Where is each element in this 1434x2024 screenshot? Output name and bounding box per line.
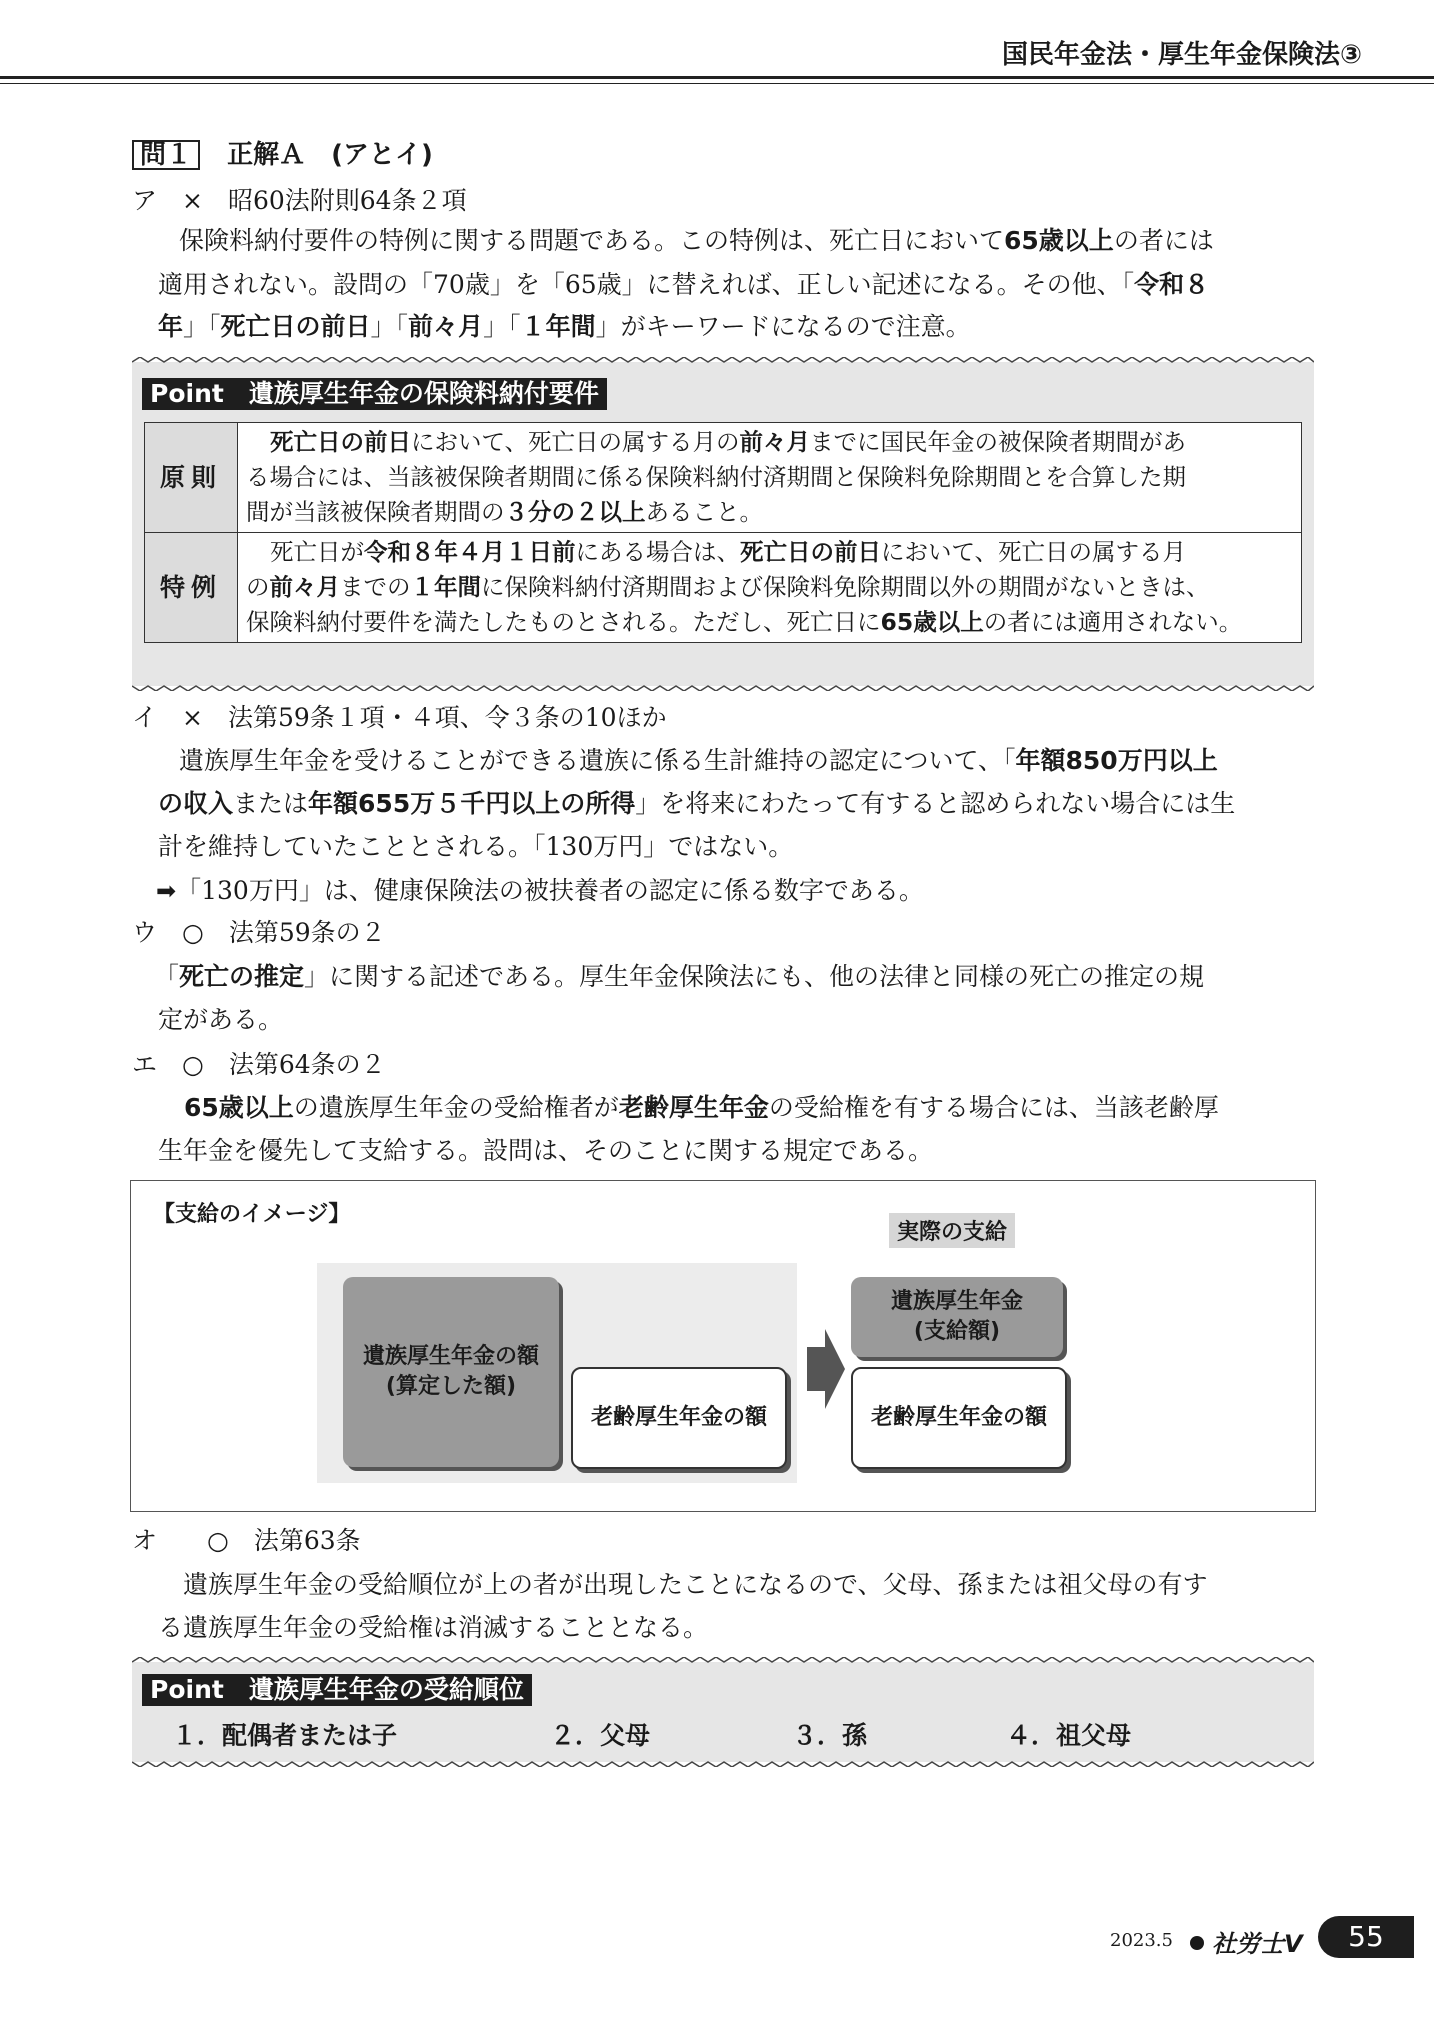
order-item-3: ３．孫 (792, 1721, 868, 1750)
item-u-label: ウ ○ 法第59条の２ (132, 918, 386, 947)
arrow-right-icon: ➡ (156, 877, 177, 905)
point-box-payment-requirements (132, 362, 1314, 686)
item-a-label: ア × 昭60法附則64条２項 (132, 186, 467, 215)
point-title: Point 遺族厚生年金の受給順位 (142, 1674, 532, 1706)
item-i-line2: の収入または年額655万５千円以上の所得」を将来にわたって有すると認められない場合には生 (158, 789, 1236, 818)
zigzag-border-bottom (132, 681, 1314, 691)
question-heading (132, 140, 433, 170)
item-i-label: イ × 法第59条１項・４項、令３条の10ほか (132, 703, 667, 732)
magazine-logo: 社労士V (1212, 1930, 1303, 1958)
actual-payment-label: 実際の支給 (889, 1213, 1015, 1248)
item-o-label: オ ○ 法第63条 (132, 1526, 361, 1555)
zigzag-border-top (132, 357, 1314, 367)
running-header-title: 国民年金法・厚生年金保険法③ (1001, 40, 1362, 70)
point-title: Point 遺族厚生年金の保険料納付要件 (142, 378, 607, 410)
bullet-icon (1190, 1936, 1204, 1950)
row-body-exception: 死亡日が令和８年４月１日前にある場合は、死亡日の前日において、死亡日の属する月 の前々月までの１年間に保険料納付済期間および保険料免除期間以外の期間がないときは、 保険料納付要件を満たしたものとされる。ただし、死亡日に65歳以上の者には適用されない。 (238, 533, 1302, 643)
old-age-pension-card-right: 老齢厚生年金の額 (851, 1367, 1067, 1469)
item-i-note: ➡「130万円」は、健康保険法の被扶養者の認定に係る数字である。 (156, 876, 924, 905)
row-body-principle: 死亡日の前日において、死亡日の属する月の前々月までに国民年金の被保険者期間があ る場合には、当該被保険者期間に係る保険料納付済期間と保険料免除期間とを合算した期 間が当該被保険者期間の３分の２以上あること。 (238, 423, 1302, 533)
old-age-pension-card-left: 老齢厚生年金の額 (571, 1367, 787, 1469)
item-a-line3: 年」「死亡日の前日」「前々月」「１年間」がキーワードになるので注意。 (158, 312, 971, 341)
item-i-line1: 遺族厚生年金を受けることができる遺族に係る生計維持の認定について、「年額850万円以上 (154, 746, 1218, 775)
header-rule-thin (0, 83, 1434, 84)
point-box-order-of-receipt (132, 1662, 1314, 1762)
item-u-line1: 「死亡の推定」に関する記述である。厚生年金保険法にも、他の法律と同様の死亡の推定の規 (154, 962, 1205, 991)
page-number: 55 (1318, 1916, 1414, 1958)
zigzag-border-bottom (132, 1757, 1314, 1767)
issue-date: 2023.5 (1110, 1930, 1173, 1951)
order-item-2: ２．父母 (550, 1721, 651, 1750)
table-row (145, 533, 1302, 643)
order-item-1: １．配偶者または子 (172, 1721, 398, 1750)
survivor-pension-calculated-card: 遺族厚生年金の額 (算定した額) (343, 1277, 559, 1467)
item-e-line1: 65歳以上の遺族厚生年金の受給権者が老齢厚生年金の受給権を有する場合には、当該老齢厚 (184, 1093, 1219, 1122)
item-o-line2: る遺族厚生年金の受給権は消滅することとなる。 (158, 1613, 709, 1642)
item-a-line2: 適用されない。設問の「70歳」を「65歳」に替えれば、正しい記述になる。その他、「令和８ (158, 270, 1210, 299)
payment-image-diagram (130, 1180, 1316, 1512)
diagram-title: 【支給のイメージ】 (153, 1202, 351, 1227)
item-e-label: エ ○ 法第64条の２ (132, 1050, 386, 1079)
row-header-exception: 特例 (145, 533, 238, 643)
answer-label: 正解Ａ (アとイ) (227, 140, 433, 170)
survivor-pension-paid-card: 遺族厚生年金 (支給額) (851, 1277, 1063, 1357)
item-e-line2: 生年金を優先して支給する。設問は、そのことに関する規定である。 (158, 1136, 934, 1165)
arrow-right-icon (807, 1329, 847, 1409)
order-item-4: ４．祖父母 (1006, 1721, 1132, 1750)
zigzag-border-top (132, 1657, 1314, 1667)
table-row (145, 423, 1302, 533)
question-number-box: 問１ (132, 140, 200, 170)
item-u-line2: 定がある。 (158, 1005, 284, 1034)
row-header-principle: 原則 (145, 423, 238, 533)
requirements-table (144, 422, 1302, 643)
item-a-line1: 保険料納付要件の特例に関する問題である。この特例は、死亡日において65歳以上の者には (154, 226, 1214, 255)
item-i-line3: 計を維持していたこととされる。「130万円」ではない。 (158, 832, 794, 861)
header-rule (0, 76, 1434, 79)
item-o-line1: 遺族厚生年金の受給順位が上の者が出現したことになるので、父母、孫または祖父母の有す (158, 1570, 1208, 1599)
